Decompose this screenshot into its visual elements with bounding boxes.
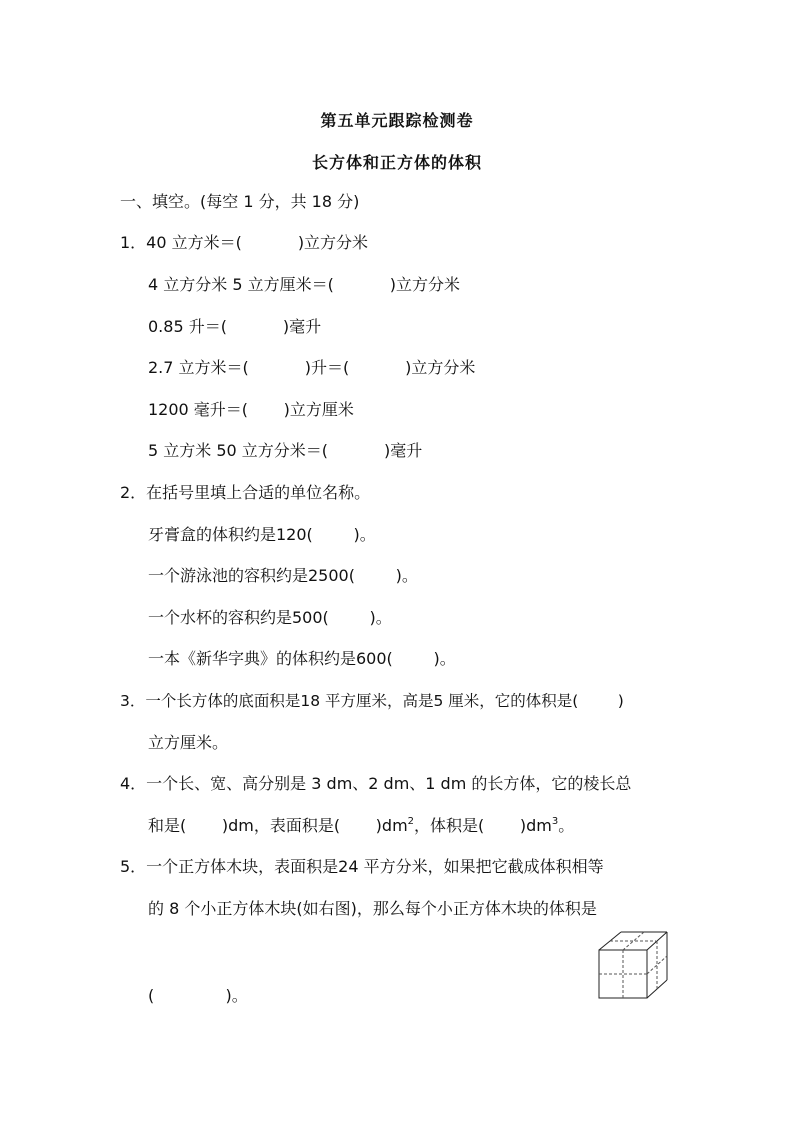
q4-line2-part-c: 。 — [558, 816, 575, 835]
q4-line2 — [148, 816, 574, 836]
q1-line1: 1．40 立方米＝( )立方分米 — [120, 233, 369, 252]
q4-superscript-3: 3 — [551, 815, 559, 827]
q1-line2: 4 立方分米 5 立方厘米＝( )立方分米 — [148, 275, 461, 294]
q5-line1: 5．一个正方体木块，表面积是24 平方分米，如果把它截成体积相等 — [120, 857, 604, 876]
q2-line5: 一本《新华字典》的体积约是600( )。 — [148, 649, 456, 668]
q4-line2-part-a: 和是( )dm，表面积是( )dm — [148, 816, 408, 835]
section-heading: 一、填空。(每空 1 分，共 18 分) — [120, 192, 360, 211]
q5-line2: 的 8 个小正方体木块(如右图)，那么每个小正方体木块的体积是 — [148, 899, 597, 918]
q2-line2: 牙膏盒的体积约是120( )。 — [148, 525, 376, 544]
q5-line3: ( )。 — [148, 986, 248, 1005]
page-title: 第五单元跟踪检测卷 — [320, 111, 474, 130]
q2-line4: 一个水杯的容积约是500( )。 — [148, 608, 392, 627]
q1-line4: 2.7 立方米＝( )升＝( )立方分米 — [148, 358, 476, 377]
q3-line1: 3．一个长方体的底面积是18 平方厘米，高是5 厘米，它的体积是( ) — [120, 692, 624, 710]
q3-line2: 立方厘米。 — [148, 733, 229, 752]
q1-line3: 0.85 升＝( )毫升 — [148, 317, 322, 336]
q2-line1: 2．在括号里填上合适的单位名称。 — [120, 483, 371, 502]
cube-diagram — [595, 928, 671, 1004]
q4-line2-part-b: ，体积是( )dm — [414, 816, 552, 835]
page-subtitle: 长方体和正方体的体积 — [311, 153, 482, 172]
q1-line5: 1200 毫升＝( )立方厘米 — [148, 400, 354, 419]
q4-line1: 4．一个长、宽、高分别是 3 dm、2 dm、1 dm 的长方体，它的棱长总 — [120, 774, 632, 793]
q2-line3: 一个游泳池的容积约是2500( )。 — [148, 566, 418, 585]
q4-superscript-2: 2 — [407, 815, 415, 827]
q1-line6: 5 立方米 50 立方分米＝( )毫升 — [148, 441, 423, 460]
